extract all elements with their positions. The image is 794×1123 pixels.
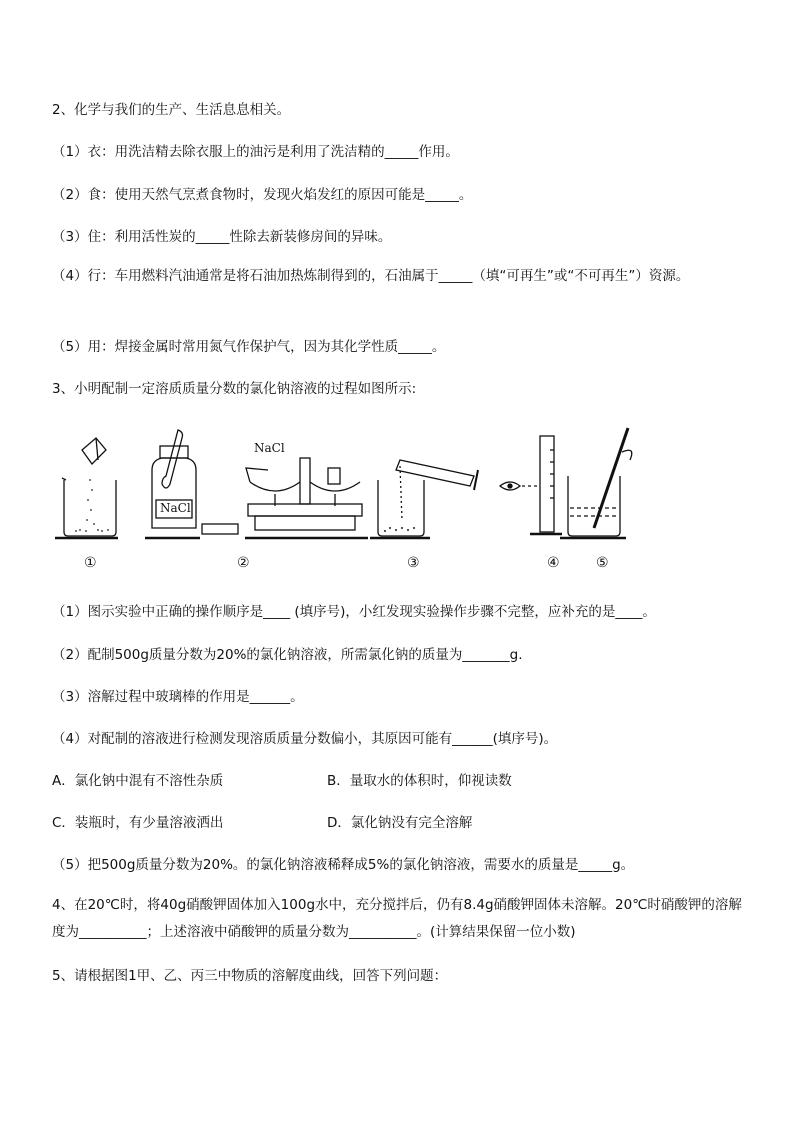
q2-part1: （1）衣：用洗洁精去除衣服上的油污是利用了洗洁精的_____作用。 [52, 144, 459, 160]
q3-part4: （4）对配制的溶液进行检测发现溶质质量分数偏小，其原因可能有______(填序号)。 [52, 731, 558, 747]
q2-part3: （3）住：利用活性炭的_____性除去新装修房间的异味。 [52, 229, 392, 245]
q3-part2: （2）配制500g质量分数为20%的氯化钠溶液，所需氯化钠的质量为_______g. [52, 647, 523, 663]
q5-text: 5、请根据图1甲、乙、丙三中物质的溶解度曲线，回答下列问题： [52, 968, 448, 984]
step-number-1: ① [84, 555, 97, 571]
q2-part5: （5）用：焊接金属时常用氮气作保护气，因为其化学性质_____。 [52, 339, 446, 355]
graduated-cylinder-icon [530, 436, 562, 534]
option-a: A．氯化钠中混有不溶性杂质 [52, 773, 224, 789]
pouring-cylinder-icon [370, 460, 478, 538]
q2-title: 2、化学与我们的生产、生活息息相关。 [52, 102, 291, 118]
step-number-5: ⑤ [596, 555, 609, 571]
option-c: C．装瓶时，有少量溶液洒出 [52, 815, 224, 831]
q3-part1: （1）图示实验中正确的操作顺序是____ (填序号)，小红发现实验操作步骤不完整，应补充的是____。 [52, 604, 656, 620]
beaker-stirring-icon [560, 428, 632, 538]
nacl-bottle-label: NaCl [160, 501, 191, 515]
balance-icon [245, 458, 368, 538]
q4-text: 4、在20℃时，将40g硝酸钾固体加入100g水中，充分搅拌后，仍有8.4g硝酸钾固体未溶解。20℃时硝酸钾的溶解度为__________；上述溶液中硝酸钾的质量分数为__________。(计算结果保留一位小数) [52, 897, 742, 940]
option-b: B．量取水的体积时，仰视读数 [327, 773, 512, 789]
beaker-with-paper-icon [55, 438, 118, 538]
eye-icon [500, 482, 540, 490]
step-number-4: ④ [547, 555, 560, 571]
reagent-bottle-icon [145, 430, 238, 538]
q3-part3: （3）溶解过程中玻璃棒的作用是______。 [52, 689, 304, 705]
q2-part4: （4）行：车用燃料汽油通常是将石油加热炼制得到的，石油属于_____（填“可再生”或“不可再生”）资源。 [52, 268, 690, 284]
step-number-3: ③ [407, 555, 420, 571]
nacl-preparation-figure [50, 420, 690, 590]
option-d: D．氯化钠没有完全溶解 [327, 815, 473, 831]
step-number-2: ② [237, 555, 250, 571]
nacl-balance-label: NaCl [254, 441, 285, 455]
q3-title: 3、小明配制一定溶质质量分数的氯化钠溶液的过程如图所示: [52, 381, 417, 397]
q3-part5: （5）把500g质量分数为20%。的氯化钠溶液稀释成5%的氯化钠溶液，需要水的质量是_____g。 [52, 857, 635, 873]
q2-part2: （2）食：使用天然气烹煮食物时，发现火焰发红的原因可能是_____。 [52, 187, 473, 203]
